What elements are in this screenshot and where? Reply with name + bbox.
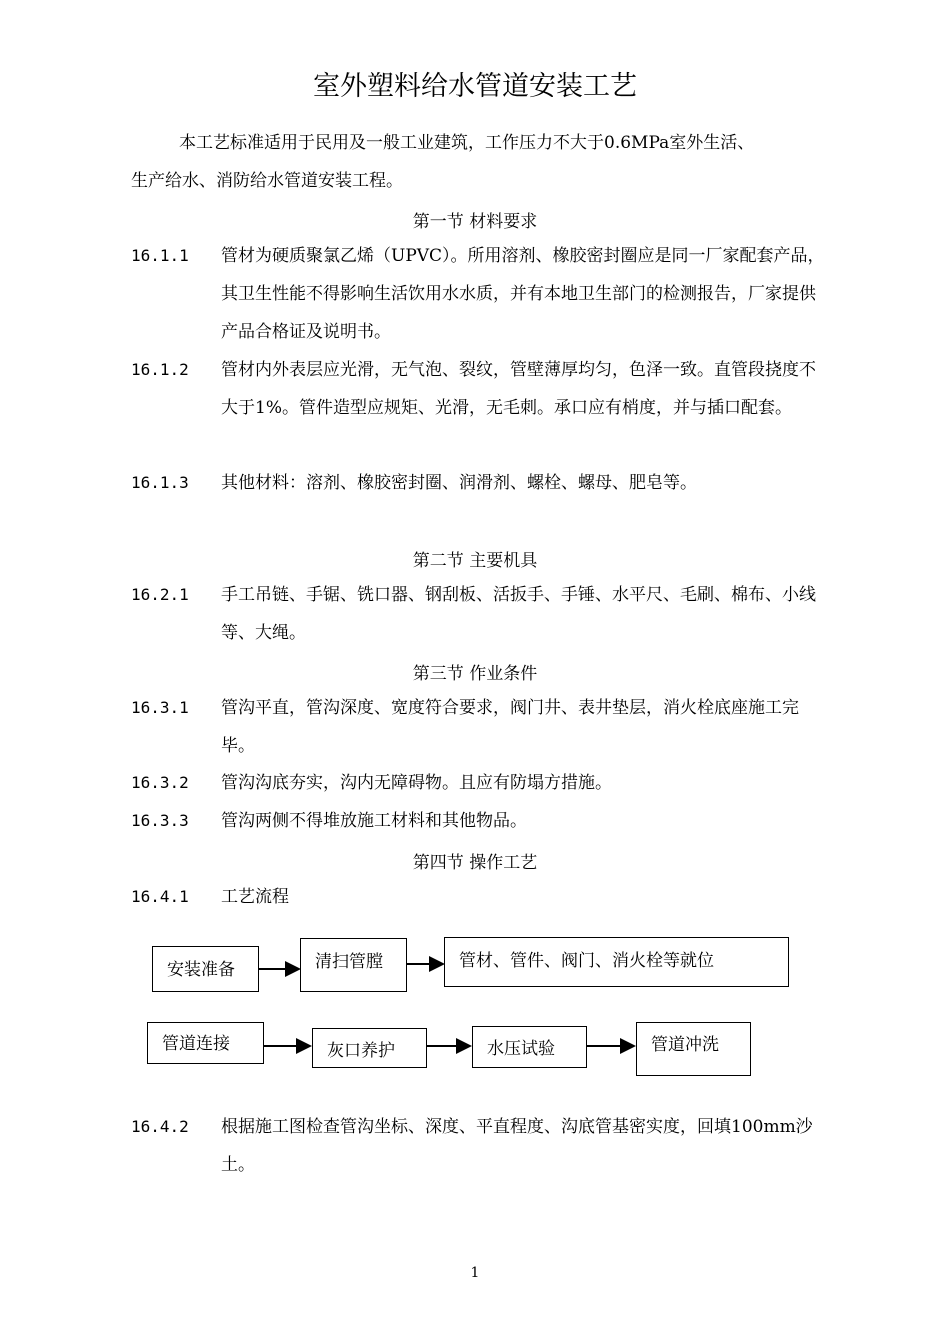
- item-number: 16.3.2: [131, 773, 189, 792]
- section-heading-1: 第一节 材料要求: [412, 212, 538, 232]
- item-number: 16.4.2: [131, 1117, 189, 1136]
- item-text: 管沟两侧不得堆放施工材料和其他物品。: [221, 811, 527, 831]
- section-heading-3: 第三节 作业条件: [412, 664, 538, 684]
- item-number: 16.1.2: [131, 360, 189, 379]
- section-heading-2: 第二节 主要机具: [412, 551, 538, 571]
- item-number: 16.3.3: [131, 811, 189, 830]
- flow-box-label: 管材、管件、阀门、消火栓等就位: [459, 951, 714, 971]
- item-text: 管材为硬质聚氯乙烯（UPVC）。所用溶剂、橡胶密封圈应是同一厂家配套产品，其卫生性能不得影响生活饮用水水质，并有本地卫生部门的检测报告，厂家提供产品合格证及说明书。: [221, 246, 825, 342]
- item-text: 其他材料：溶剂、橡胶密封圈、润滑剂、螺栓、螺母、肥皂等。: [221, 473, 697, 493]
- flow-box-label: 灰口养护: [327, 1041, 395, 1061]
- item-number: 16.3.1: [131, 698, 189, 717]
- item-number: 16.1.3: [131, 473, 189, 492]
- flow-box-label: 管道冲洗: [651, 1035, 719, 1055]
- page-title: 室外塑料给水管道安装工艺: [313, 71, 637, 102]
- item-number: 16.4.1: [131, 887, 189, 906]
- item-text: 管材内外表层应光滑，无气泡、裂纹，管壁薄厚均匀，色泽一致。直管段挠度不大于1%。管件造型应规矩、光滑，无毛刺。承口应有梢度，并与插口配套。: [221, 360, 816, 418]
- item-text: 管沟沟底夯实，沟内无障碍物。且应有防塌方措施。: [221, 773, 612, 793]
- item-16-4-2: [131, 1108, 831, 1184]
- flow-box-label: 安装准备: [167, 960, 235, 980]
- item-text: 管沟平直，管沟深度、宽度符合要求，阀门井、表井垫层，消火栓底座施工完毕。: [221, 698, 799, 756]
- flow-box-label: 清扫管膛: [315, 952, 383, 972]
- item-text: 根据施工图检查管沟坐标、深度、平直程度、沟底管基密实度，回填100mm沙土。: [221, 1117, 813, 1175]
- item-text: 手工吊链、手锯、铣口器、钢刮板、活扳手、手锤、水平尺、毛刷、棉布、小线等、大绳。: [221, 585, 816, 643]
- section-heading-4: 第四节 操作工艺: [412, 853, 538, 873]
- intro-line-2: 生产给水、消防给水管道安装工程。: [131, 171, 403, 191]
- flow-box-label: 水压试验: [487, 1039, 555, 1059]
- item-number: 16.1.1: [131, 246, 189, 265]
- item-text: 工艺流程: [221, 887, 289, 907]
- page-number: 1: [470, 1265, 480, 1281]
- flow-box-label: 管道连接: [162, 1034, 230, 1054]
- intro-line-1: 本工艺标准适用于民用及一般工业建筑，工作压力不大于0.6MPa室外生活、: [179, 133, 755, 153]
- item-number: 16.2.1: [131, 585, 189, 604]
